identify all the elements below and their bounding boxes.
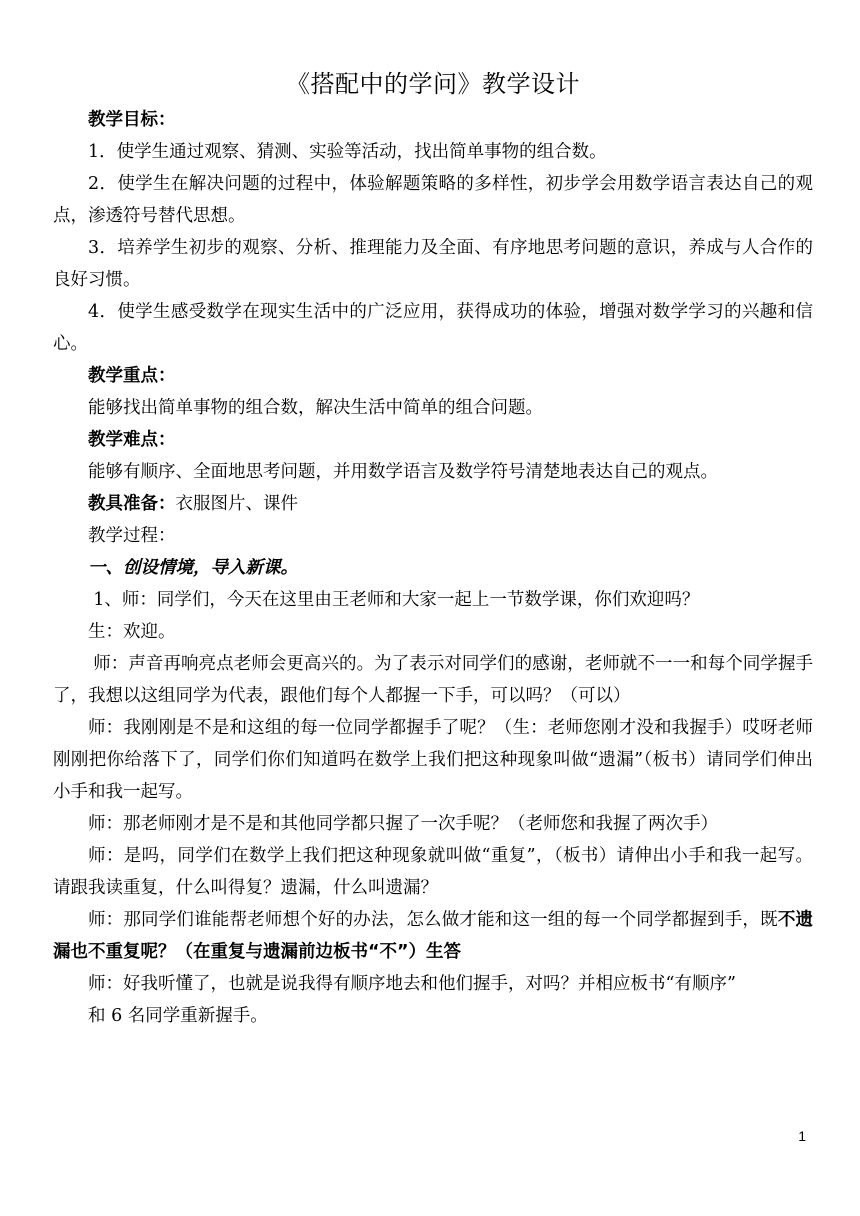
dialogue-paragraph-9: 和 6 名同学重新握手。 — [88, 1006, 268, 1026]
document-title: 《搭配中的学问》教学设计 — [286, 70, 580, 98]
document-page — [53, 64, 813, 1032]
dialogue-paragraph-8: 师：好我听懂了，也就是说我得有顺序地去和他们握手，对吗？并相应板书“有顺序” — [88, 974, 736, 994]
objective-item-2: 2．使学生在解决问题的过程中，体验解题策略的多样性，初步学会用数学语言表达自己的观点，渗透符号替代思想。 — [53, 174, 813, 226]
dialogue-paragraph-7-normal: 师：那同学们谁能帮老师想个好的办法，怎么做才能和这一组的每一个同学都握到手，既 — [88, 910, 778, 930]
objective-item-4: 4．使学生感受数学在现实生活中的广泛应用，获得成功的体验，增强对数学学习的兴趣和信心。 — [53, 302, 813, 354]
difficulties-heading: 教学难点： — [88, 430, 176, 450]
dialogue-paragraph-7-bold: 不遗漏也不重复呢？（在重复与遗漏前边板书“不”）生答 — [53, 910, 813, 962]
section1-heading: 一、创设情境，导入新课。 — [88, 558, 298, 578]
dialogue-paragraph-4: 师：我刚刚是不是和这组的每一位同学都握手了呢？（生：老师您刚才没和我握手）哎呀老师刚刚把你给落下了，同学们你们知道吗在数学上我们把这种现象叫做“遗漏”（板书）请同学们伸出小手和我一起写。 — [53, 718, 813, 802]
page-number: 1 — [798, 1128, 806, 1144]
materials-heading: 教具准备： — [88, 494, 176, 514]
key-points-text: 能够找出简单事物的组合数，解决生活中简单的组合问题。 — [88, 398, 543, 418]
dialogue-paragraph-1: 1、师：同学们，今天在这里由王老师和大家一起上一节数学课，你们欢迎吗？ — [93, 590, 700, 610]
dialogue-paragraph-2: 生：欢迎。 — [88, 622, 176, 642]
difficulties-text: 能够有顺序、全面地思考问题，并用数学语言及数学符号清楚地表达自己的观点。 — [88, 462, 718, 482]
objective-item-1: 1．使学生通过观察、猜测、实验等活动，找出简单事物的组合数。 — [88, 142, 607, 162]
dialogue-paragraph-3: 师：声音再响亮点老师会更高兴的。为了表示对同学们的感谢，老师就不一一和每个同学握手了，我想以这组同学为代表，跟他们每个人都握一下手，可以吗？（可以） — [53, 654, 813, 706]
process-heading: 教学过程： — [88, 526, 176, 546]
objective-item-3: 3．培养学生初步的观察、分析、推理能力及全面、有序地思考问题的意识，养成与人合作的良好习惯。 — [53, 238, 813, 290]
dialogue-paragraph-6: 师：是吗，同学们在数学上我们把这种现象就叫做“重复”，（板书）请伸出小手和我一起写。请跟我读重复，什么叫得复？遗漏，什么叫遗漏？ — [53, 846, 813, 898]
materials-line — [53, 488, 813, 520]
objectives-heading: 教学目标： — [88, 110, 176, 130]
dialogue-paragraph-5: 师：那老师刚才是不是和其他同学都只握了一次手呢？（老师您和我握了两次手） — [88, 814, 718, 834]
key-points-heading: 教学重点： — [88, 366, 176, 386]
materials-text: 衣服图片、课件 — [175, 494, 298, 514]
dialogue-paragraph-7 — [53, 904, 813, 968]
